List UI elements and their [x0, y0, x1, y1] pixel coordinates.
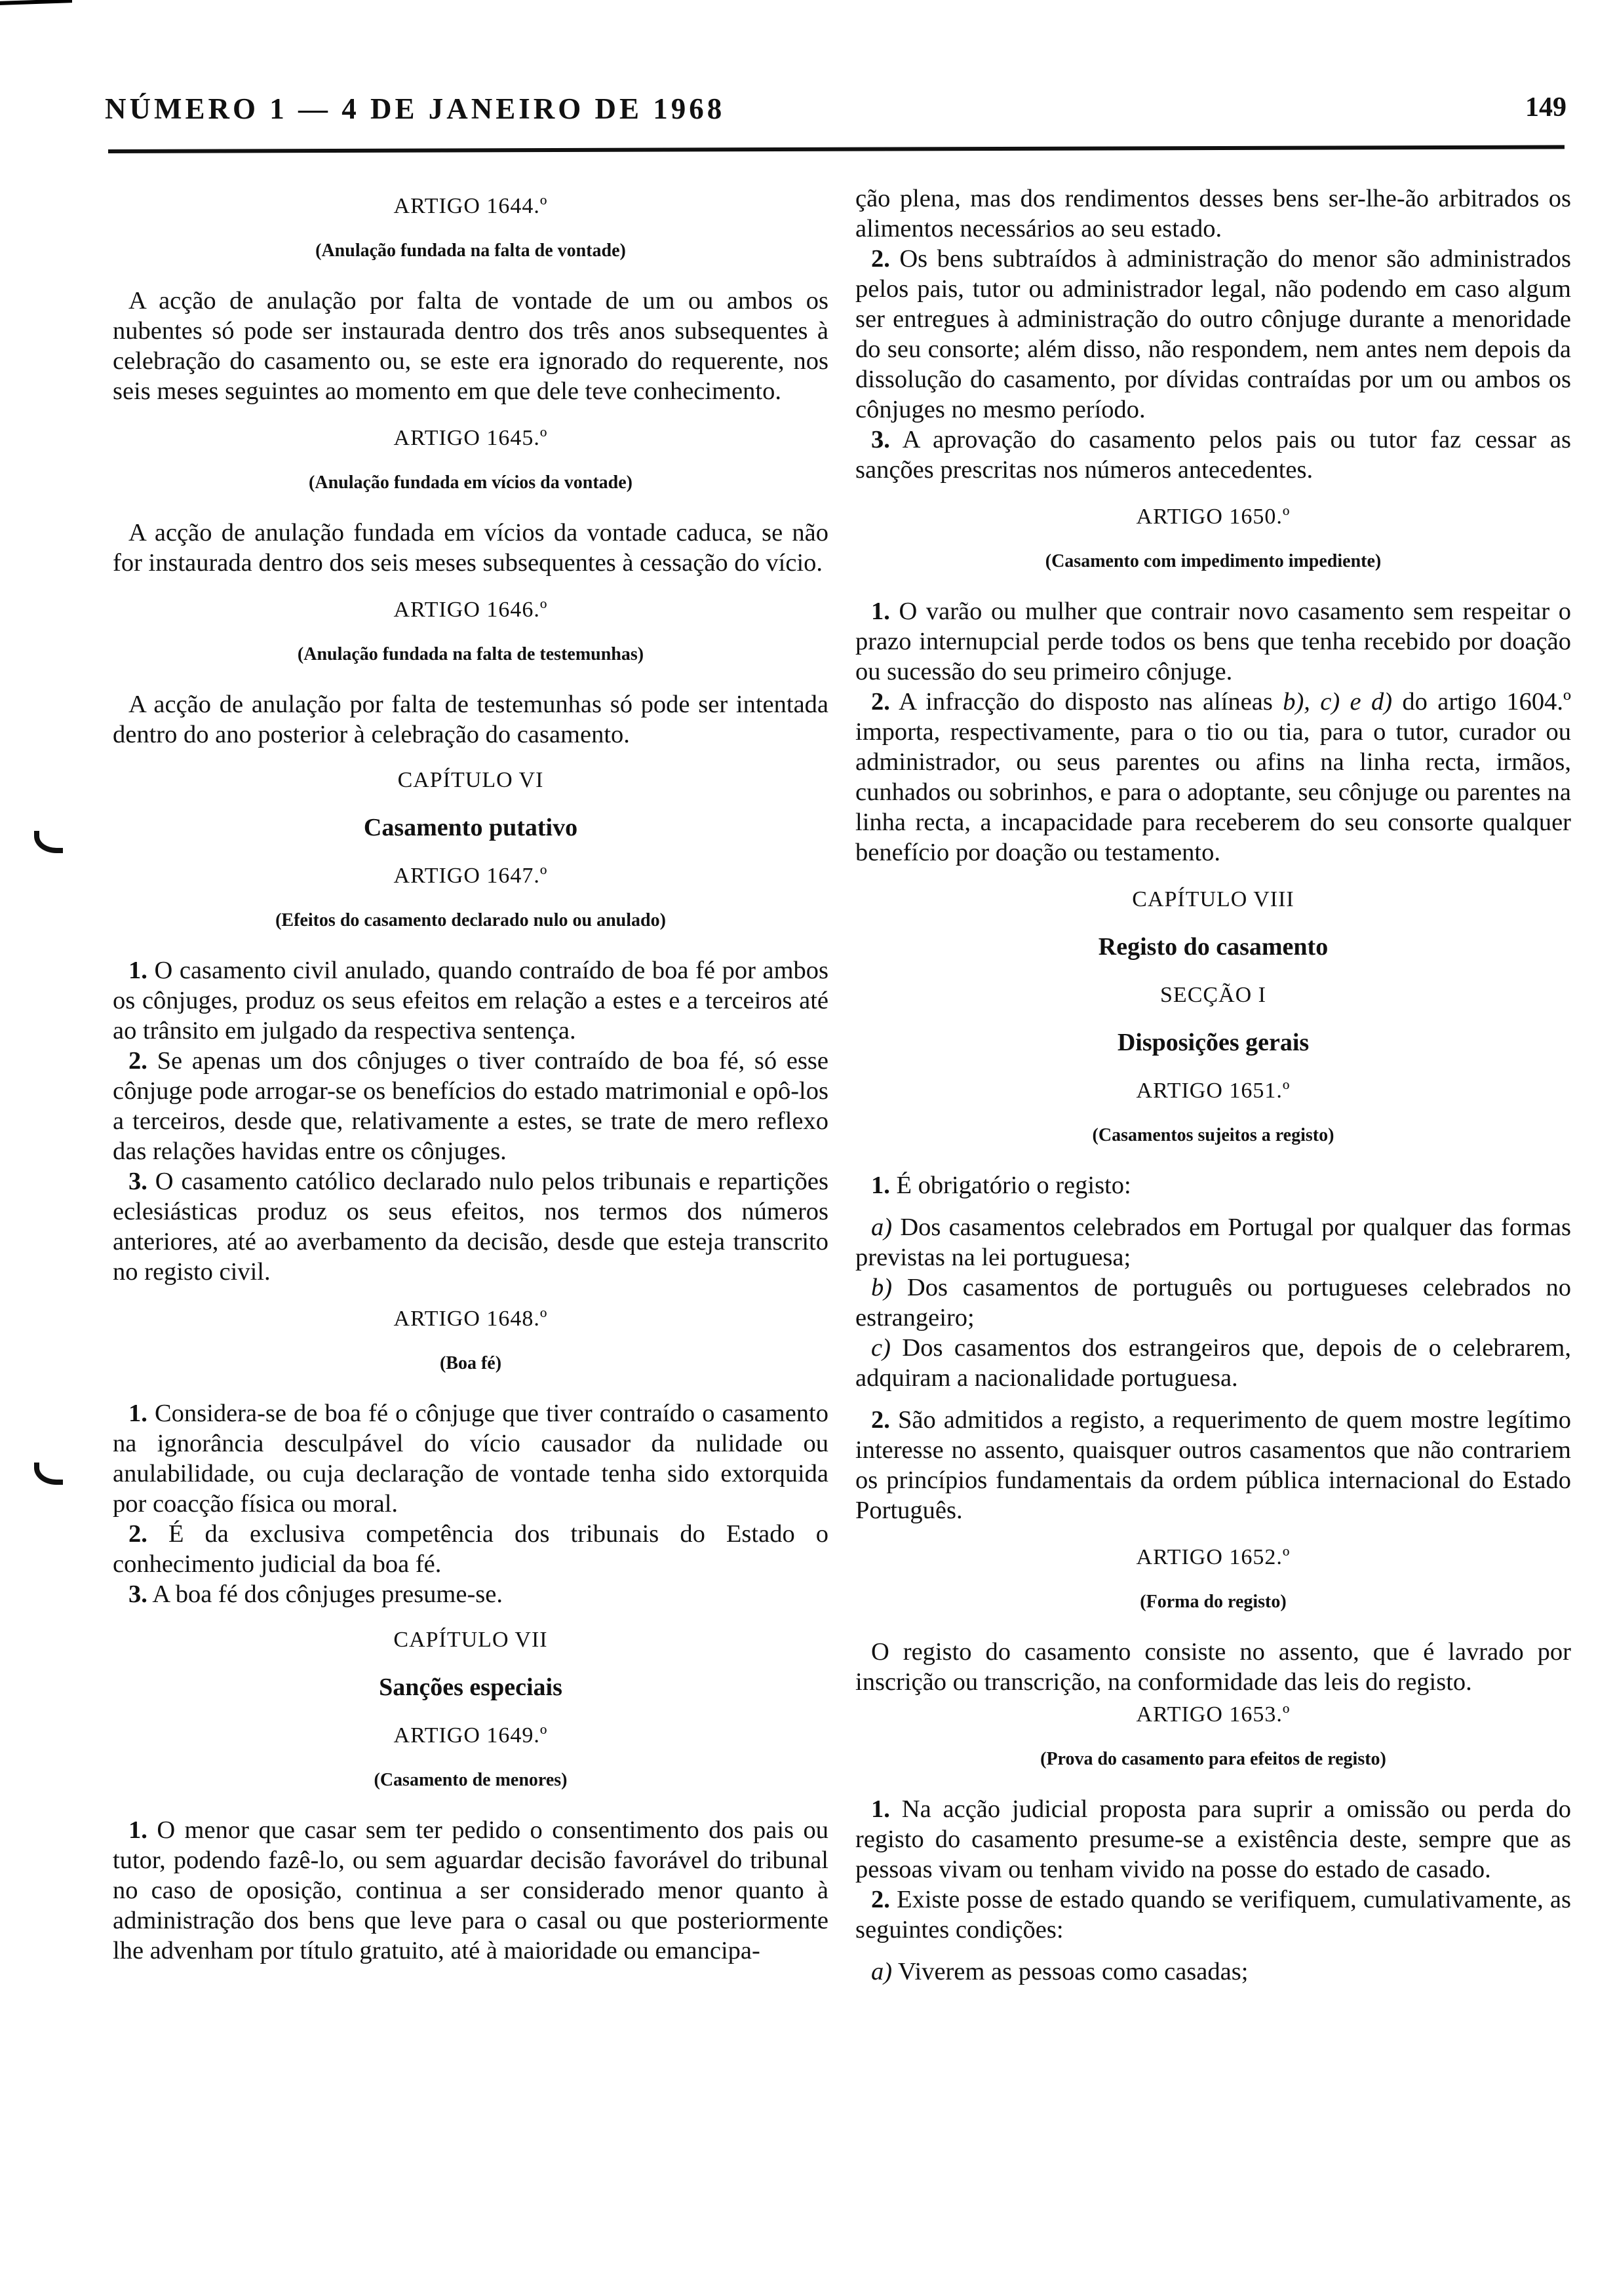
article-heading: ARTIGO 1650.º: [1136, 505, 1291, 529]
paragraph-text: São admitidos a registo, a requerimento de quem mostre legítimo interesse no assento, quaisquer outros casamentos que não contrariem os princípios fundamentais da ordem pública internacional do Estado Português.: [855, 1406, 1572, 1524]
article-paragraph-2: [113, 1046, 828, 1166]
chapter-7: [113, 1625, 828, 1702]
paragraph-text: O varão ou mulher que contrair novo casamento sem respeitar o prazo internupcial perde todos os bens que tenha recebido por doação ou sucessão do seu primeiro cônjuge.: [855, 598, 1571, 685]
margin-hand-mark: [34, 831, 63, 853]
paragraph-text: O casamento civil anulado, quando contraído de boa fé por ambos os cônjuges, produz os seus efeitos em relação a estes e a terceiros até ao trânsito em julgado da respectiva sentença.: [113, 957, 829, 1044]
article-paragraph-2: [113, 1519, 828, 1579]
page-number: 149: [1525, 92, 1566, 123]
article-paragraph-2: [855, 244, 1571, 425]
paragraph-number: 2.: [871, 245, 890, 273]
item-label: b): [871, 1274, 893, 1301]
alinea-reference: b), c) e d): [1283, 688, 1393, 716]
article-heading: ARTIGO 1651.º: [1136, 1079, 1291, 1103]
article-paragraph-2: [855, 1885, 1571, 1945]
paragraph-text: Os bens subtraídos à administração do menor são administrados pelos pais, tutor ou administrador legal, não podendo em caso algum ser entregues à administração do outro cônjuge durante a menoridade do seu consorte; além disso, não respondem, nem antes nem depois da dissolução do casamento, por dívidas contraídas por um ou ambos os cônjuges no mesmo período.: [855, 245, 1571, 423]
article-paragraph-3: [113, 1166, 828, 1287]
header-rule: [108, 145, 1565, 153]
article-paragraph-1: [113, 1815, 828, 1966]
article-heading: ARTIGO 1653.º: [1136, 1702, 1291, 1727]
article-heading: ARTIGO 1649.º: [393, 1723, 548, 1748]
article-subtitle: (Anulação fundada na falta de vontade): [315, 240, 626, 261]
article-1651: [855, 1076, 1571, 1525]
article-subtitle: (Efeitos do casamento declarado nulo ou anulado): [275, 910, 666, 930]
article-subtitle: (Prova do casamento para efeitos de registo): [1040, 1749, 1386, 1769]
article-heading: ARTIGO 1652.º: [1136, 1545, 1291, 1569]
article-1647: [113, 861, 828, 1287]
article-text: A acção de anulação por falta de vontade de um ou ambos os nubentes só pode ser instaurada dentro dos três anos subsequentes à celebração do casamento ou, se este era ignorado do requerente, nos seis meses seguintes ao momento em que dele teve conhecimento.: [113, 287, 828, 405]
paragraph-text: É obrigatório o registo:: [896, 1172, 1131, 1199]
paragraph-text: A boa fé dos cônjuges presume-se.: [152, 1580, 503, 1608]
paragraph-number: 1.: [128, 1816, 147, 1844]
article-1646: [113, 595, 828, 750]
list-item: [855, 1212, 1571, 1272]
paragraph-text: O menor que casar sem ter pedido o consentimento dos pais ou tutor, podendo fazê-lo, ou sem aguardar decisão favorável do tribunal no caso de oposição, continua a ser considerado menor quanto à administração dos bens que leve para o casal ou que posteriormente lhe advenham por título gratuito, até à maioridade ou emancipa-: [113, 1816, 829, 1964]
item-text: Viverem as pessoas como casadas;: [898, 1958, 1249, 1985]
chapter-title: Registo do casamento: [1098, 933, 1329, 961]
article-paragraph-1: [855, 596, 1571, 687]
paragraph-number: 3.: [128, 1168, 147, 1195]
scan-artifact: [0, 0, 72, 5]
item-text: Dos casamentos celebrados em Portugal por qualquer das formas previstas na lei portuguesa;: [855, 1214, 1572, 1271]
paragraph-number: 1.: [128, 1400, 147, 1427]
paragraph-number: 3.: [128, 1580, 147, 1608]
paragraph-number: 1.: [871, 1172, 890, 1199]
article-heading: ARTIGO 1644.º: [393, 194, 548, 218]
article-1653: [855, 1700, 1571, 1987]
section-title: Disposições gerais: [1117, 1029, 1310, 1056]
list-item: [855, 1272, 1571, 1333]
article-paragraph-3: [113, 1579, 828, 1609]
chapter-heading: CAPÍTULO VIII: [1132, 887, 1294, 911]
article-text: A acção de anulação fundada em vícios da vontade caduca, se não for instaurada dentro dos seis meses subsequentes à cessação do vício.: [113, 519, 828, 577]
article-subtitle: (Casamentos sujeitos a registo): [1092, 1125, 1334, 1145]
article-heading: ARTIGO 1647.º: [393, 864, 548, 888]
list-item: [855, 1957, 1571, 1987]
paragraph-number: 1.: [128, 957, 147, 984]
item-label: a): [871, 1214, 893, 1241]
chapter-8: [855, 885, 1571, 1058]
item-text: Dos casamentos dos estrangeiros que, depois de o celebrarem, adquiram a nacionalidade portuguesa.: [855, 1334, 1571, 1392]
item-label: c): [871, 1334, 891, 1362]
chapter-title: Sanções especiais: [379, 1674, 562, 1701]
gazette-issue-title: NÚMERO 1 — 4 DE JANEIRO DE 1968: [105, 92, 726, 125]
paragraph-number: 1.: [871, 598, 890, 625]
article-paragraph-1: [113, 955, 828, 1046]
paragraph-text: Se apenas um dos cônjuges o tiver contraído de boa fé, só esse cônjuge pode arrogar-se os benefícios do estado matrimonial e opô-los a terceiros, desde que, relativamente a estes, se trate de mero reflexo das relações havidas entre os cônjuges.: [113, 1047, 828, 1165]
article-text: A acção de anulação por falta de testemunhas só pode ser intentada dentro do ano posterior à celebração do casamento.: [113, 691, 828, 748]
article-1649: [113, 1721, 828, 1966]
paragraph-text: A infracção do disposto nas alíneas: [899, 688, 1273, 716]
chapter-6: [113, 765, 828, 843]
article-1652: [855, 1542, 1571, 1697]
right-column: [855, 183, 1571, 1987]
article-1645: [113, 423, 828, 578]
article-paragraph-3: [855, 425, 1571, 485]
article-subtitle: (Anulação fundada em vícios da vontade): [309, 472, 632, 493]
article-subtitle: (Boa fé): [439, 1353, 502, 1373]
page-header: [105, 92, 1566, 144]
article-paragraph-2: [855, 687, 1571, 868]
article-paragraph-1: [855, 1794, 1571, 1885]
section-heading: SECÇÃO I: [1160, 983, 1266, 1007]
margin-hand-mark: [34, 1463, 63, 1485]
paragraph-number: 2.: [128, 1520, 147, 1548]
paragraph-text: Existe posse de estado quando se verifiquem, cumulativamente, as seguintes condições:: [855, 1886, 1571, 1943]
article-heading: ARTIGO 1645.º: [393, 426, 548, 450]
article-1644: [113, 191, 828, 406]
paragraph-number: 1.: [871, 1795, 890, 1823]
paragraph-text: Considera-se de boa fé o cônjuge que tiver contraído o casamento na ignorância desculpável do vício causador da nulidade ou anulabilidade, ou cuja declaração de vontade tenha sido extorquida por coacção física ou moral.: [113, 1400, 829, 1518]
article-1650: [855, 502, 1571, 868]
item-text: Dos casamentos de português ou portugueses celebrados no estrangeiro;: [855, 1274, 1571, 1331]
article-heading: ARTIGO 1648.º: [393, 1307, 548, 1331]
article-paragraph-2: [855, 1405, 1571, 1525]
list-item: [855, 1333, 1571, 1393]
article-subtitle: (Casamento de menores): [374, 1770, 568, 1790]
paragraph-number: 2.: [871, 1406, 890, 1434]
paragraph-number: 2.: [871, 688, 890, 716]
article-text: O registo do casamento consiste no assento, que é lavrado por inscrição ou transcrição, na conformidade das leis do registo.: [855, 1638, 1571, 1696]
paragraph-text: O casamento católico declarado nulo pelos tribunais e repartições eclesiásticas produz os seus efeitos, nos termos dos números anteriores, até ao averbamento da decisão, desde que esteja transcrito no registo civil.: [113, 1168, 828, 1286]
paragraph-text: É da exclusiva competência dos tribunais do Estado o conhecimento judicial da boa fé.: [113, 1520, 829, 1578]
paragraph-continuation: ção plena, mas dos rendimentos desses bens ser-lhe-ão arbitrados os alimentos necessários ao seu estado.: [855, 185, 1571, 242]
chapter-title: Casamento putativo: [363, 814, 578, 841]
paragraph-number: 2.: [871, 1886, 890, 1913]
article-paragraph-1: [113, 1398, 828, 1519]
chapter-heading: CAPÍTULO VI: [397, 768, 544, 792]
article-heading: ARTIGO 1646.º: [393, 598, 548, 622]
chapter-heading: CAPÍTULO VII: [393, 1628, 548, 1652]
paragraph-text: do artigo 1604.º importa, respectivamente, para o tio ou tia, para o tutor, curador ou administrador, ou seus parentes ou afins na linha recta, irmãos, cunhados ou sobrinhos, e para o adoptante, seu cônjuge ou parentes na linha recta, a incapacidade para receberem do seu consorte qualquer benefício por doação ou testamento.: [855, 688, 1571, 866]
paragraph-number: 2.: [128, 1047, 147, 1075]
article-paragraph-1: [855, 1170, 1571, 1200]
article-subtitle: (Casamento com impedimento impediente): [1045, 551, 1382, 571]
article-subtitle: (Anulação fundada na falta de testemunhas): [297, 644, 644, 664]
paragraph-text: Na acção judicial proposta para suprir a omissão ou perda do registo do casamento presume-se a existência deste, sempre que as pessoas vivam ou tenham vivido na posse do estado de casado.: [855, 1795, 1571, 1883]
item-label: a): [871, 1958, 893, 1985]
article-1648: [113, 1304, 828, 1609]
article-1649-continued: [855, 183, 1571, 485]
paragraph-number: 3.: [871, 426, 890, 453]
left-column: [113, 183, 828, 1966]
article-subtitle: (Forma do registo): [1140, 1592, 1287, 1612]
paragraph-text: A aprovação do casamento pelos pais ou tutor faz cessar as sanções prescritas nos números antecedentes.: [855, 426, 1571, 484]
